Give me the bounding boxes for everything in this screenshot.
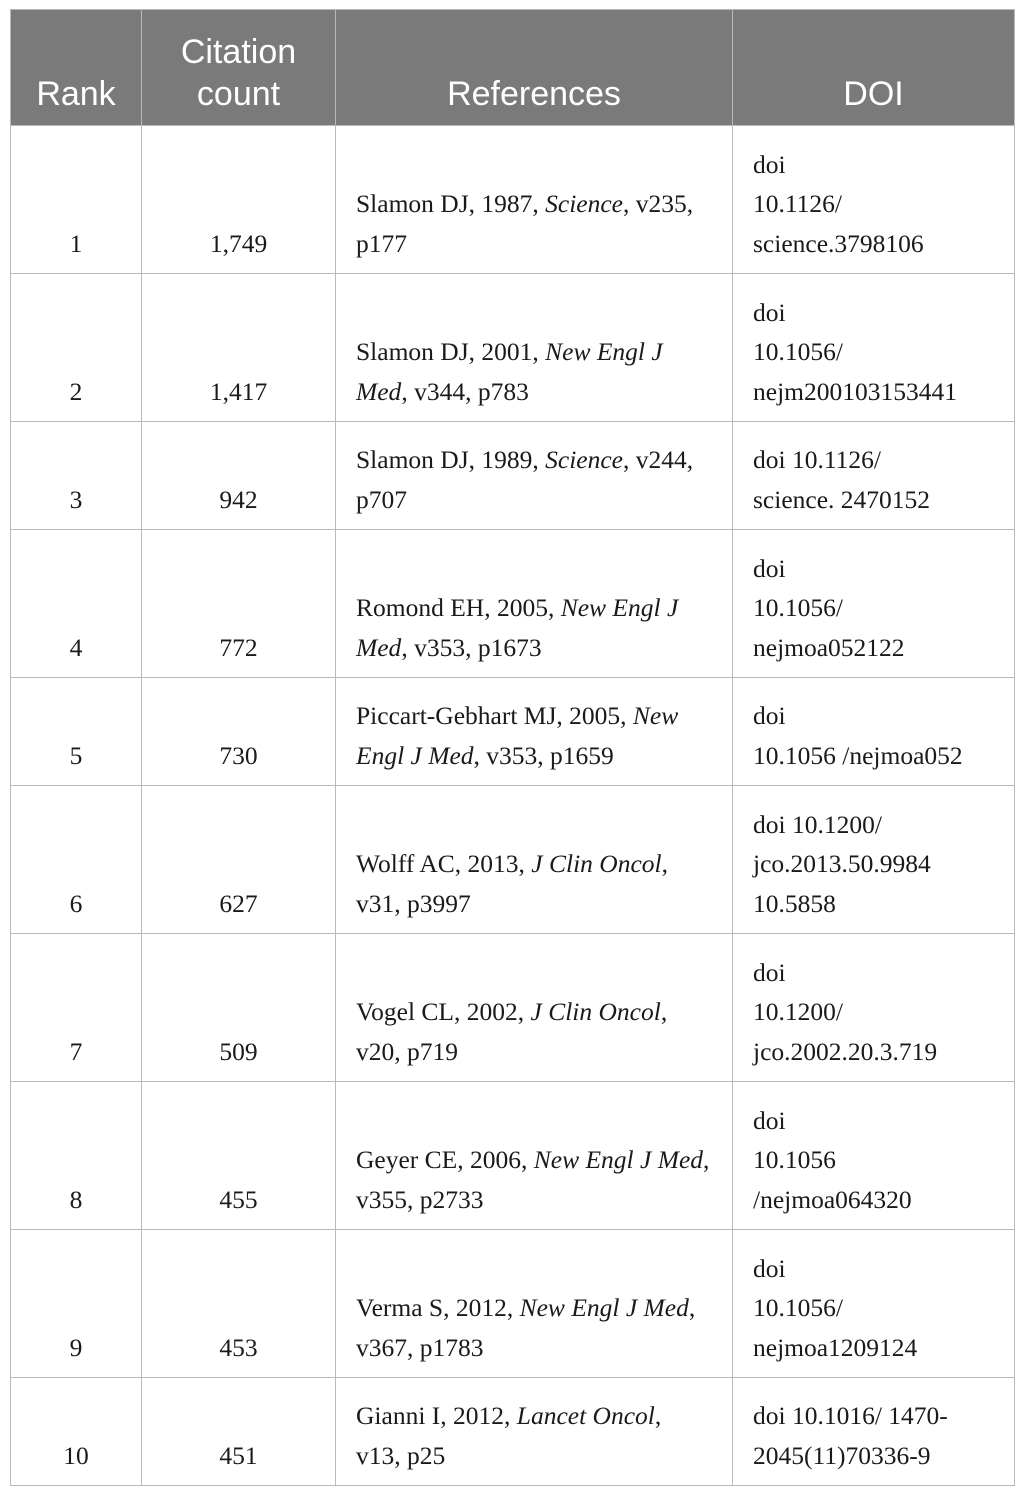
- doi-line: jco.2002.20.3.719: [753, 1036, 938, 1066]
- doi-line: science. 2470152: [753, 484, 931, 514]
- reference-journal: Science: [545, 445, 623, 474]
- reference-journal: New Engl J Med: [356, 701, 679, 770]
- cell-doi: [733, 1082, 1015, 1230]
- reference-author-year: Romond EH, 2005,: [356, 593, 561, 622]
- header-rank: Rank: [11, 10, 142, 126]
- cell-reference: [336, 274, 733, 422]
- cell-doi: [733, 274, 1015, 422]
- reference-volume-page: , v244, p707: [356, 445, 694, 514]
- doi-line: doi 10.1016/ 1470-: [753, 1401, 948, 1430]
- reference-author-year: Wolff AC, 2013,: [356, 849, 532, 878]
- reference-author-year: Geyer CE, 2006,: [356, 1145, 534, 1174]
- reference-volume-page: , v235, p177: [356, 189, 694, 258]
- reference-journal: New Engl J Med: [356, 593, 679, 662]
- cell-reference: [336, 126, 733, 274]
- table-row: [11, 786, 1015, 934]
- cell-reference: [336, 934, 733, 1082]
- doi-line: jco.2013.50.9984: [753, 849, 931, 878]
- cell-rank: 6: [11, 786, 142, 934]
- reference-author-year: Slamon DJ, 1987,: [356, 189, 546, 218]
- doi-line: 10.1056/: [753, 337, 843, 366]
- cell-rank: 7: [11, 934, 142, 1082]
- table-row: [11, 530, 1015, 678]
- cell-doi: [733, 786, 1015, 934]
- cell-rank: 3: [11, 422, 142, 530]
- reference-volume-page: , v31, p3997: [356, 849, 668, 918]
- reference-journal: Lancet Oncol: [516, 1401, 655, 1430]
- reference-volume-page: , v367, p1783: [356, 1293, 696, 1362]
- cell-citation-count: 730: [142, 678, 336, 786]
- cell-rank: 1: [11, 126, 142, 274]
- cell-reference: [336, 1230, 733, 1378]
- cell-reference: [336, 1378, 733, 1486]
- doi-line: doi: [753, 957, 786, 987]
- table-body: [11, 126, 1015, 1486]
- cell-doi: [733, 126, 1015, 274]
- cell-reference: [336, 530, 733, 678]
- cell-reference: [336, 1082, 733, 1230]
- header-citation-count-line2: count: [196, 75, 281, 113]
- doi-line: nejm200103153441: [753, 376, 957, 406]
- reference-volume-page: , v353, p1659: [473, 740, 614, 770]
- cell-citation-count: 1,749: [142, 126, 336, 274]
- cell-citation-count: 451: [142, 1378, 336, 1486]
- reference-journal: Science: [545, 189, 623, 218]
- cell-citation-count: 772: [142, 530, 336, 678]
- cell-reference: [336, 786, 733, 934]
- reference-volume-page: , v353, p1673: [401, 632, 542, 662]
- cell-citation-count: 455: [142, 1082, 336, 1230]
- reference-author-year: Gianni I, 2012,: [356, 1401, 517, 1430]
- reference-journal: New Engl J Med: [533, 1145, 704, 1174]
- doi-line: /nejmoa064320: [753, 1184, 912, 1214]
- table-row: [11, 126, 1015, 274]
- references-table: [10, 9, 1015, 1486]
- reference-volume-page: , v20, p719: [356, 997, 668, 1066]
- cell-rank: 4: [11, 530, 142, 678]
- table-row: [11, 422, 1015, 530]
- cell-doi: [733, 934, 1015, 1082]
- table-row: [11, 1230, 1015, 1378]
- reference-journal: New Engl J Med: [519, 1293, 689, 1322]
- reference-volume-page: , v344, p783: [401, 376, 529, 406]
- cell-doi: [733, 1378, 1015, 1486]
- table-row: [11, 1378, 1015, 1486]
- doi-line: doi: [753, 1105, 786, 1135]
- table-row: [11, 1082, 1015, 1230]
- reference-volume-page: , v355, p2733: [356, 1145, 710, 1214]
- doi-line: 10.1200/: [753, 997, 843, 1026]
- doi-line: 10.1056: [753, 1145, 836, 1174]
- cell-citation-count: 453: [142, 1230, 336, 1378]
- doi-line: doi 10.1200/: [753, 809, 882, 839]
- cell-doi: [733, 422, 1015, 530]
- header-citation-count: [142, 10, 336, 126]
- header-references: References: [336, 10, 733, 126]
- doi-line: nejmoa052122: [753, 632, 905, 662]
- cell-doi: [733, 678, 1015, 786]
- table-header: [11, 10, 1015, 126]
- cell-rank: 5: [11, 678, 142, 786]
- cell-rank: 2: [11, 274, 142, 422]
- header-citation-count-line1: Citation: [180, 33, 297, 71]
- table-row: [11, 274, 1015, 422]
- cell-doi: [733, 1230, 1015, 1378]
- reference-journal: New Engl J Med: [356, 337, 663, 406]
- reference-author-year: Vogel CL, 2002,: [356, 997, 531, 1026]
- reference-journal: J Clin Oncol: [531, 849, 662, 878]
- table-row: [11, 678, 1015, 786]
- reference-journal: J Clin Oncol: [530, 997, 661, 1026]
- reference-author-year: Verma S, 2012,: [356, 1293, 520, 1322]
- cell-reference: [336, 678, 733, 786]
- cell-citation-count: 942: [142, 422, 336, 530]
- reference-author-year: Slamon DJ, 1989,: [356, 445, 546, 474]
- cell-rank: 8: [11, 1082, 142, 1230]
- doi-line: 10.1056 /nejmoa052: [753, 740, 963, 770]
- reference-volume-page: , v13, p25: [356, 1401, 662, 1470]
- doi-line: 10.1056/: [753, 1293, 843, 1322]
- doi-line: doi: [753, 553, 786, 583]
- cell-rank: 10: [11, 1378, 142, 1486]
- cell-rank: 9: [11, 1230, 142, 1378]
- doi-line: 2045(11)70336-9: [753, 1440, 931, 1470]
- cell-citation-count: 627: [142, 786, 336, 934]
- doi-line: doi: [753, 149, 786, 179]
- doi-line: 10.5858: [753, 888, 836, 918]
- header-doi: DOI: [733, 10, 1015, 126]
- doi-line: doi 10.1126/: [753, 445, 881, 474]
- header-row: [11, 10, 1015, 126]
- reference-author-year: Piccart-Gebhart MJ, 2005,: [356, 701, 633, 730]
- doi-line: doi: [753, 297, 786, 327]
- doi-line: 10.1056/: [753, 593, 843, 622]
- doi-line: 10.1126/: [753, 189, 843, 218]
- doi-line: science.3798106: [753, 228, 924, 258]
- doi-line: doi: [753, 1253, 786, 1283]
- cell-reference: [336, 422, 733, 530]
- cell-doi: [733, 530, 1015, 678]
- cell-citation-count: 509: [142, 934, 336, 1082]
- doi-line: doi: [753, 701, 786, 730]
- cell-citation-count: 1,417: [142, 274, 336, 422]
- reference-author-year: Slamon DJ, 2001,: [356, 337, 546, 366]
- table-row: [11, 934, 1015, 1082]
- doi-line: nejmoa1209124: [753, 1332, 918, 1362]
